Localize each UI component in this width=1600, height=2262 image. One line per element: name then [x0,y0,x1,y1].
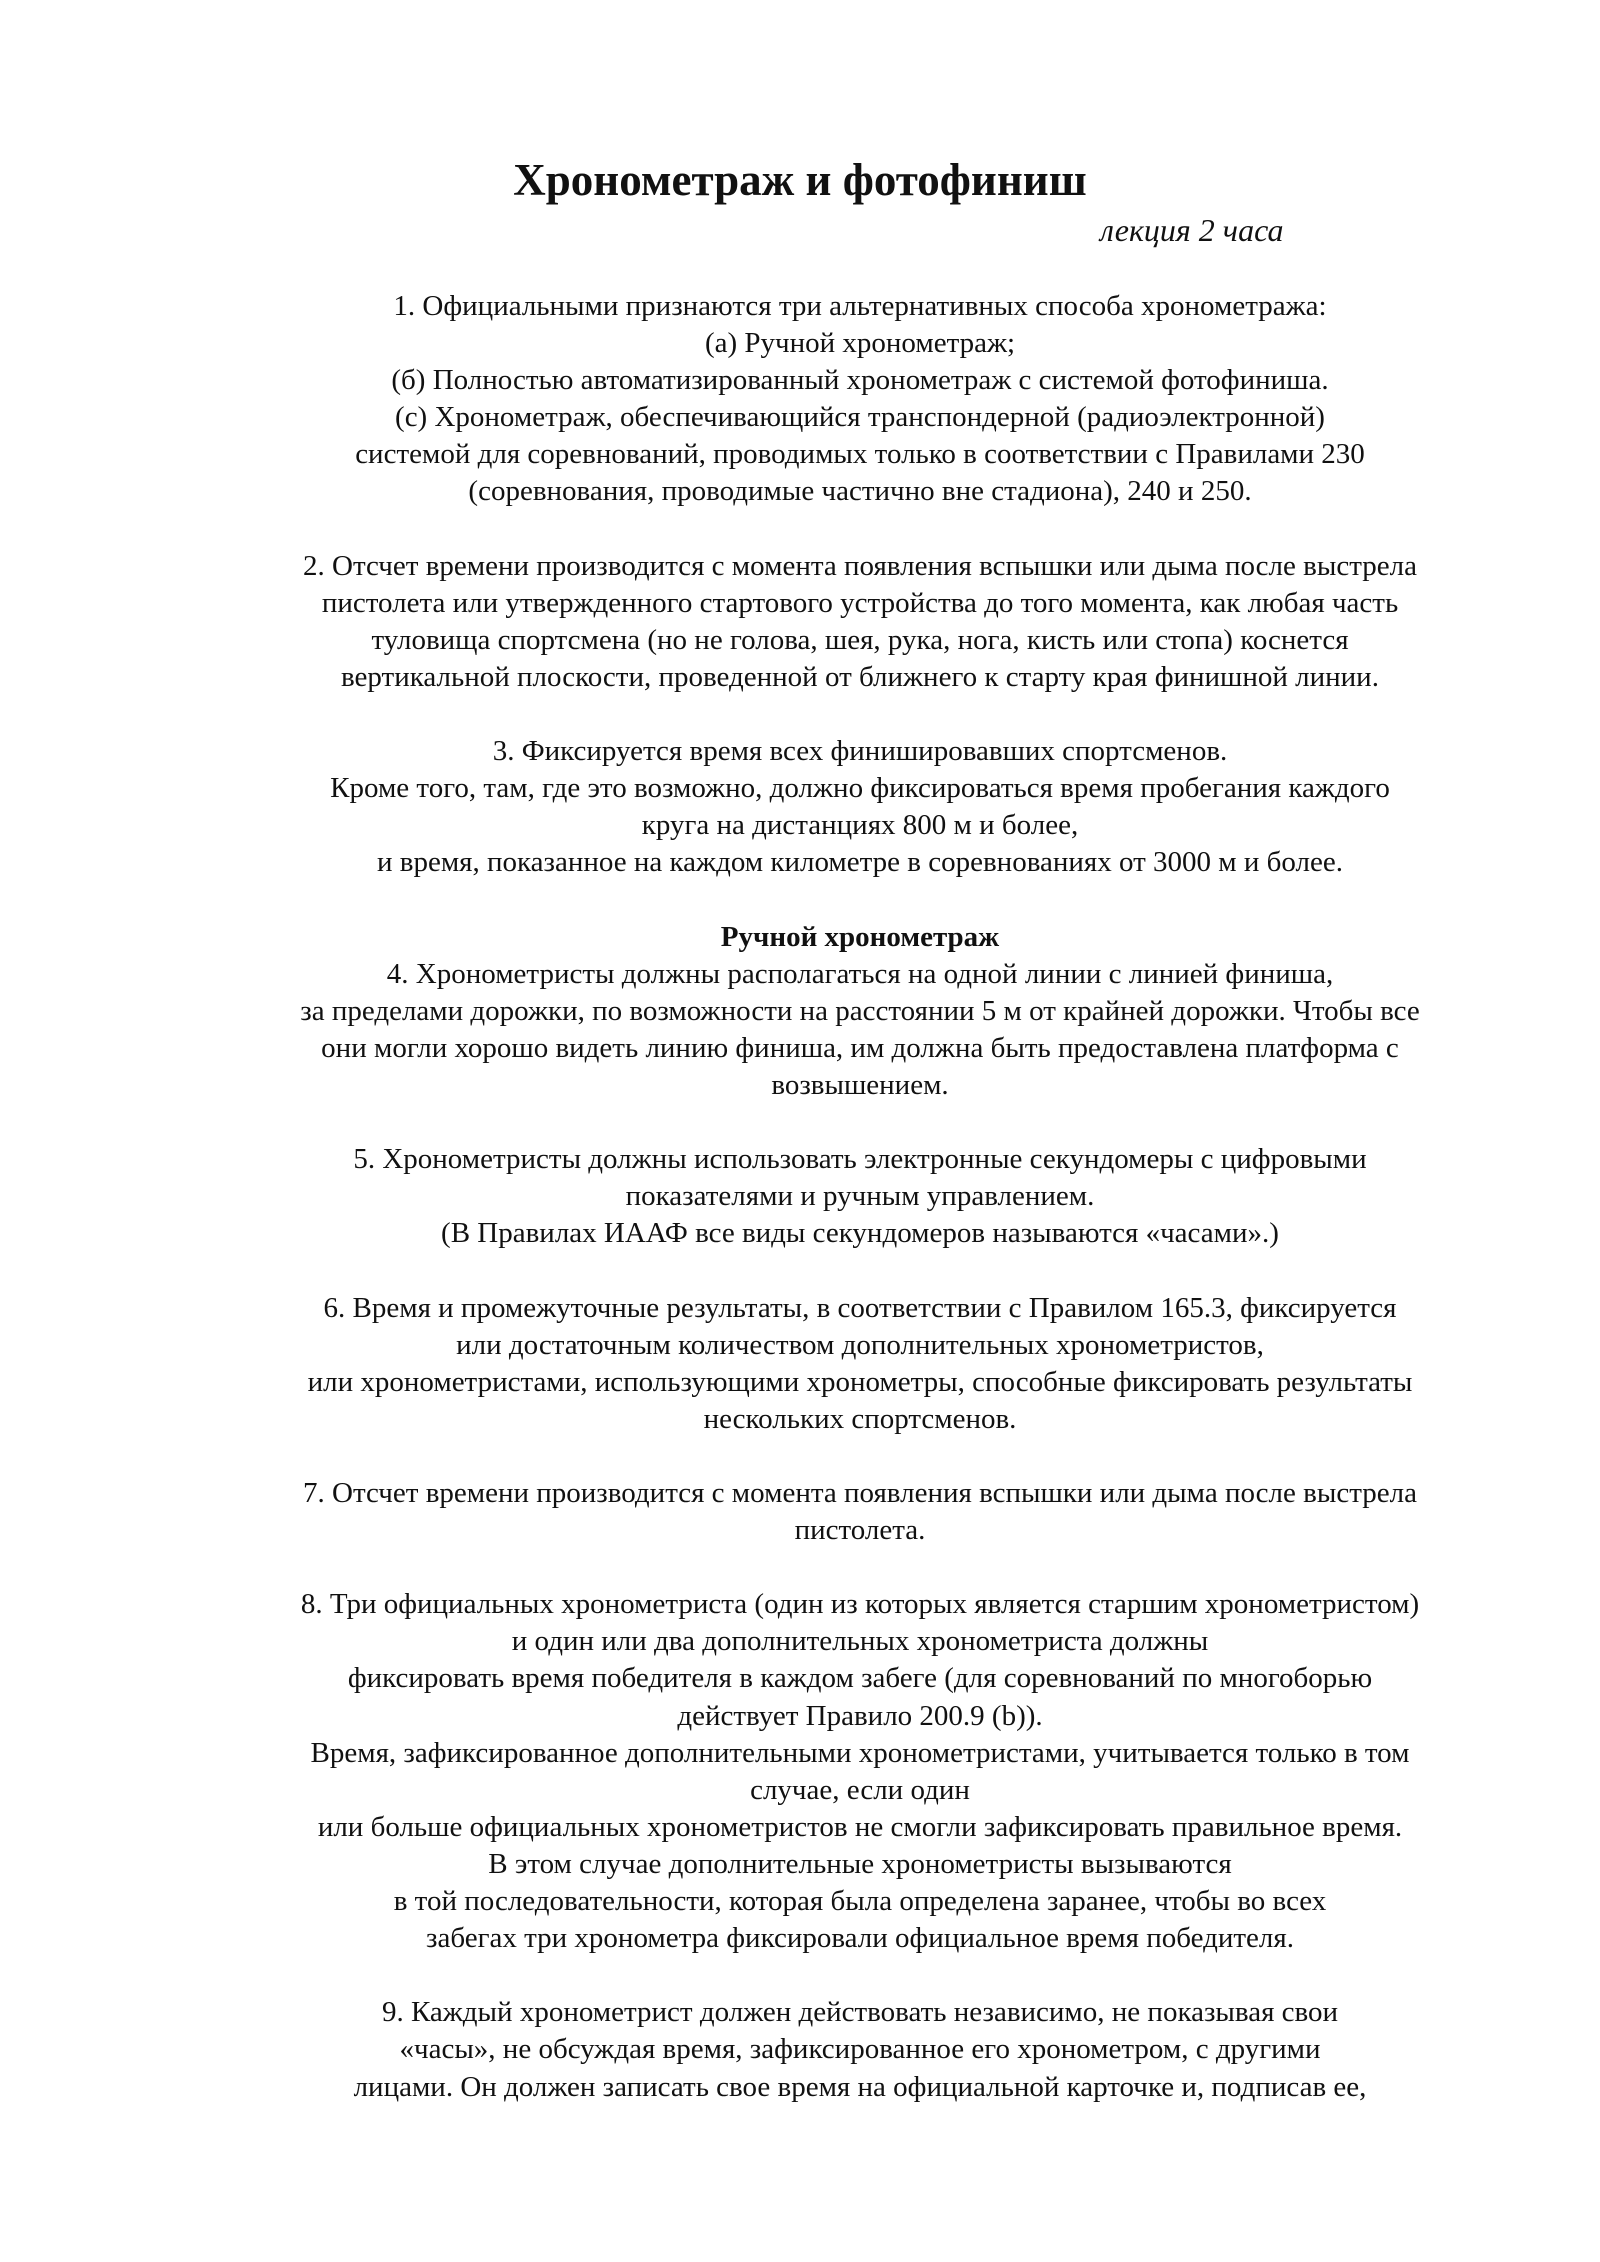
text-line: 6. Время и промежуточные результаты, в соответствии с Правилом 165.3, фиксируется [323,1291,1397,1324]
text-line: «часы», не обсуждая время, зафиксированное его хронометром, с другими [399,2033,1321,2066]
text-line: фиксировать время победителя в каждом забеге (для соревнований по многоборью [347,1662,1373,1695]
text-line: они могли хорошо видеть линию финиша, им должна быть предоставлена платформа с [321,1031,1399,1064]
paragraph-8 [200,1586,1520,1957]
text-line: В этом случае дополнительные хронометристы вызываются [488,1847,1232,1880]
text-line: вертикальной плоскости, проведенной от ближнего к старту края финишной линии. [341,660,1379,693]
text-line: 9. Каждый хронометрист должен действовать независимо, не показывая свои [381,1996,1339,2029]
text-line: (В Правилах ИААФ все виды секундомеров называются «часами».) [441,1217,1279,1250]
paragraph-2 [200,548,1520,696]
text-line: в той последовательности, которая была определена заранее, чтобы во всех [393,1885,1327,1918]
text-line: круга на дистанциях 800 м и более, [641,809,1079,842]
text-line: или хронометристами, использующими хронометры, способные фиксировать результаты [307,1365,1413,1398]
text-line: показателями и ручным управлением. [625,1180,1095,1213]
paragraph-4 [200,919,1520,1104]
text-line: действует Правило 200.9 (b)). [677,1699,1043,1732]
text-line: за пределами дорожки, по возможности на расстоянии 5 м от крайней дорожки. Чтобы все [300,994,1420,1027]
section-heading: Ручной хронометраж [720,920,1000,953]
text-line: 1. Официальными признаются три альтернативных способа хронометража: [393,290,1327,322]
text-line: системой для соревнований, проводимых только в соответствии с Правилами 230 [355,438,1365,471]
document-subtitle: лекция 2 часа [1100,212,1284,248]
text-line: (соревнования, проводимые частично вне стадиона), 240 и 250. [468,475,1252,508]
text-line: или больше официальных хронометристов не смогли зафиксировать правильное время. [317,1810,1403,1843]
text-line: пистолета или утвержденного стартового устройства до того момента, как любая часть [321,586,1399,619]
text-line: нескольких спортсменов. [703,1402,1017,1435]
text-line: и время, показанное на каждом километре в соревнованиях от 3000 м и более. [376,846,1344,879]
text-line: пистолета. [794,1514,926,1547]
text-line: (с) Хронометраж, обеспечивающийся транспондерной (радиоэлектронной) [395,401,1325,434]
text-line: лицами. Он должен записать свое время на официальной карточке и, подписав ее, [353,2070,1367,2103]
text-line: и один или два дополнительных хронометриста должны [511,1625,1209,1658]
text-line: возвышением. [771,1068,949,1101]
text-line: Время, зафиксированное дополнительными хронометристами, учитывается только в том [310,1736,1410,1769]
text-line: 7. Отсчет времени производится с момента появления вспышки или дыма после выстрела [303,1477,1417,1509]
text-line: 2. Отсчет времени производится с момента появления вспышки или дыма после выстрела [303,549,1417,582]
text-line: (а) Ручной хронометраж; [704,327,1016,360]
text-line: или достаточным количеством дополнительных хронометристов, [456,1328,1264,1361]
document-body [200,288,1520,2106]
text-line: (б) Полностью автоматизированный хронометраж с системой фотофиниша. [391,364,1329,397]
text-line: 5. Хронометристы должны использовать электронные секундомеры с цифровыми [353,1143,1367,1176]
paragraph-7 [200,1475,1520,1549]
paragraph-5 [200,1141,1520,1252]
text-line: 3. Фиксируется время всех финишировавших спортсменов. [492,735,1228,768]
text-line: забегах три хронометра фиксировали официальное время победителя. [426,1922,1294,1955]
paragraph-1 [200,288,1520,511]
paragraph-3 [200,733,1520,881]
paragraph-9 [200,1994,1520,2105]
paragraph-6 [200,1290,1520,1438]
text-line: случае, если один [750,1773,970,1806]
text-line: 8. Три официальных хронометриста (один из которых является старшим хронометристом) [300,1588,1420,1621]
text-line: туловища спортсмена (но не голова, шея, рука, нога, кисть или стопа) коснется [371,623,1349,656]
document-title: Хронометраж и фотофиниш [513,155,1087,205]
text-line: 4. Хронометристы должны располагаться на одной линии с линией финиша, [386,957,1334,990]
text-line: Кроме того, там, где это возможно, должно фиксироваться время пробегания каждого [330,772,1390,805]
